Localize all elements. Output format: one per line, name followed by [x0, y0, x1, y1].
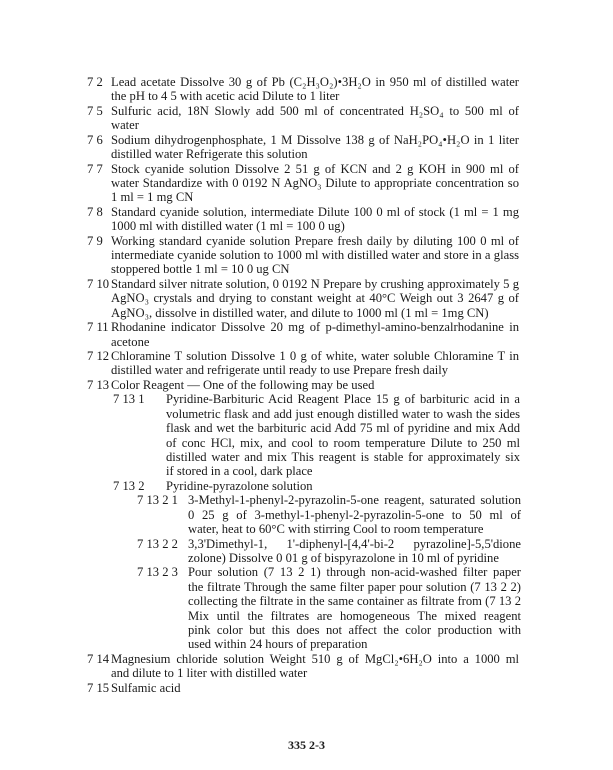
section-text	[111, 75, 519, 104]
section-entry	[0, 205, 613, 234]
section-text	[111, 104, 519, 133]
section-number: 7 13	[87, 377, 110, 392]
section-text	[166, 392, 520, 479]
section-entry	[0, 162, 613, 205]
text-line: Pour solution (7 13 2 1) through non-acid-washed filter paper	[188, 565, 521, 580]
document-body	[0, 75, 613, 695]
text-line: 0 25 g of 3-methyl-1-phenyl-2-pyrazolin-5-one to 50 ml of	[188, 507, 521, 522]
section-text	[111, 162, 519, 205]
text-line: distilled water Refrigerate this solution	[111, 147, 308, 162]
section-number: 7 6	[87, 132, 103, 147]
section-number: 7 13 2 3	[137, 565, 178, 580]
section-entry	[0, 565, 613, 652]
text-line: distilled water and mix This reagent is stable for approximately six	[166, 449, 520, 464]
section-number: 7 10	[87, 276, 110, 291]
text-line: Color Reagent — One of the following may be used	[111, 377, 375, 392]
text-line: used within 24 hours of preparation	[188, 637, 368, 652]
section-entry	[0, 320, 613, 349]
text-line: volumetric flask and add just enough distilled water to wash the sides	[166, 406, 520, 421]
section-entry	[0, 479, 613, 493]
section-number: 7 7	[87, 161, 103, 176]
section-number: 7 9	[87, 233, 103, 248]
section-number: 7 13 1	[113, 392, 145, 407]
text-line: AgNO₃, dissolve in distilled water, and dilute to 1000 ml (1 ml = 1mg CN)	[111, 305, 489, 320]
section-number: 7 13 2 2	[137, 536, 178, 551]
text-line: Pyridine-Barbituric Acid Reagent Place 15 g of barbituric acid in a	[166, 392, 520, 407]
section-text	[111, 652, 519, 681]
text-line: water	[111, 118, 139, 133]
text-line: Mix until the filtrates are homogeneous The mixed reagent	[188, 608, 521, 623]
page-number: 335 2-3	[288, 738, 325, 752]
section-entry	[0, 652, 613, 681]
text-line: 1000 ml with distilled water (1 ml = 100 0 ug)	[111, 219, 345, 234]
section-entry	[0, 75, 613, 104]
section-text	[188, 537, 521, 566]
section-entry	[0, 277, 613, 320]
section-entry	[0, 392, 613, 479]
text-line: the pH to 4 5 with acetic acid Dilute to 1 liter	[111, 89, 340, 104]
text-line: Standard silver nitrate solution, 0 0192 N Prepare by crushing approximately 5 g	[111, 276, 519, 291]
section-text	[111, 378, 519, 392]
section-number: 7 15	[87, 680, 110, 695]
text-line: stoppered bottle 1 ml = 10 0 ug CN	[111, 262, 290, 277]
text-line: the filtrate Through the same filter paper pour solution (7 13 2 2)	[188, 579, 521, 594]
section-text	[111, 681, 519, 695]
section-text	[188, 565, 521, 652]
section-number: 7 5	[87, 103, 103, 118]
text-line: acetone	[111, 334, 150, 349]
text-line: intermediate cyanide solution to 1000 ml with distilled water and store in a glass	[111, 248, 519, 263]
section-entry	[0, 133, 613, 162]
text-line: Sodium dihydrogenphosphate, 1 M Dissolve 138 g of NaH₂PO₄•H₂O in 1 liter	[111, 132, 519, 147]
text-line: Rhodanine indicator Dissolve 20 mg of p-dimethyl-amino-benzalrhodanine in	[111, 320, 519, 335]
text-line: Standard cyanide solution, intermediate Dilute 100 0 ml of stock (1 ml = 1 mg	[111, 204, 519, 219]
section-text	[111, 277, 519, 320]
section-number: 7 11	[87, 320, 109, 335]
text-line: if stored in a cool, dark place	[166, 464, 313, 479]
section-entry	[0, 104, 613, 133]
text-line: of conc HCl, mix, and cool to room temperature Dilute to 250 ml	[166, 435, 520, 450]
text-line: zolone) Dissolve 0 01 g of bispyrazolone in 10 ml of pyridine	[188, 550, 499, 565]
section-number: 7 12	[87, 349, 110, 364]
section-text	[111, 133, 519, 162]
text-line: and dilute to 1 liter with distilled water	[111, 666, 308, 681]
section-text	[111, 205, 519, 234]
text-line: pink color but this does not affect the color production with	[188, 623, 521, 638]
section-entry	[0, 349, 613, 378]
section-number: 7 2	[87, 75, 103, 89]
section-number: 7 13 2	[113, 478, 145, 493]
text-line: Stock cyanide solution Dissolve 2 51 g of KCN and 2 g KOH in 900 ml of	[111, 161, 519, 176]
section-text	[111, 234, 519, 277]
text-line: Pyridine-pyrazolone solution	[166, 478, 313, 493]
text-line: Lead acetate Dissolve 30 g of Pb (C₂H₃O₂)•3H₂O in 950 ml of distilled water	[111, 75, 519, 89]
section-number: 7 8	[87, 204, 103, 219]
text-line: water Standardize with 0 0192 N AgNO₃ Dilute to appropriate concentration so	[111, 175, 519, 190]
text-line: Sulfamic acid	[111, 680, 181, 695]
section-number: 7 14	[87, 651, 110, 666]
text-line: Working standard cyanide solution Prepare fresh daily by diluting 100 0 ml of	[111, 233, 519, 248]
section-text	[111, 349, 519, 378]
section-text	[166, 479, 520, 493]
section-entry	[0, 537, 613, 566]
section-entry	[0, 681, 613, 695]
text-line: flask and wet the barbituric acid Add 75 ml of pyridine and mix Add	[166, 421, 520, 436]
text-line: distilled water and refrigerate until ready to use Prepare fresh daily	[111, 363, 449, 378]
text-line: Sulfuric acid, 18N Slowly add 500 ml of concentrated H₂SO₄ to 500 ml of	[111, 103, 519, 118]
section-text	[188, 493, 521, 536]
text-line: 3,3'Dimethyl-1, 1'-diphenyl-[4,4'-bi-2 pyrazoline]-5,5'dione	[188, 536, 521, 551]
section-entry	[0, 234, 613, 277]
text-line: 3-Methyl-1-phenyl-2-pyrazolin-5-one reagent, saturated solution	[188, 493, 521, 508]
section-number: 7 13 2 1	[137, 493, 178, 508]
text-line: water, heat to 60°C with stirring Cool to room temperature	[188, 522, 484, 537]
section-entry	[0, 378, 613, 392]
section-entry	[0, 493, 613, 536]
section-text	[111, 320, 519, 349]
text-line: collecting the filtrate in the same container as filtrate from (7 13 2	[188, 594, 521, 609]
text-line: Magnesium chloride solution Weight 510 g of MgCl₂•6H₂O into a 1000 ml	[111, 651, 519, 666]
text-line: Chloramine T solution Dissolve 1 0 g of white, water soluble Chloramine T in	[111, 349, 519, 364]
text-line: 1 ml = 1 mg CN	[111, 190, 194, 205]
text-line: AgNO₃ crystals and drying to constant weight at 40°C Weigh out 3 2647 g of	[111, 291, 519, 306]
